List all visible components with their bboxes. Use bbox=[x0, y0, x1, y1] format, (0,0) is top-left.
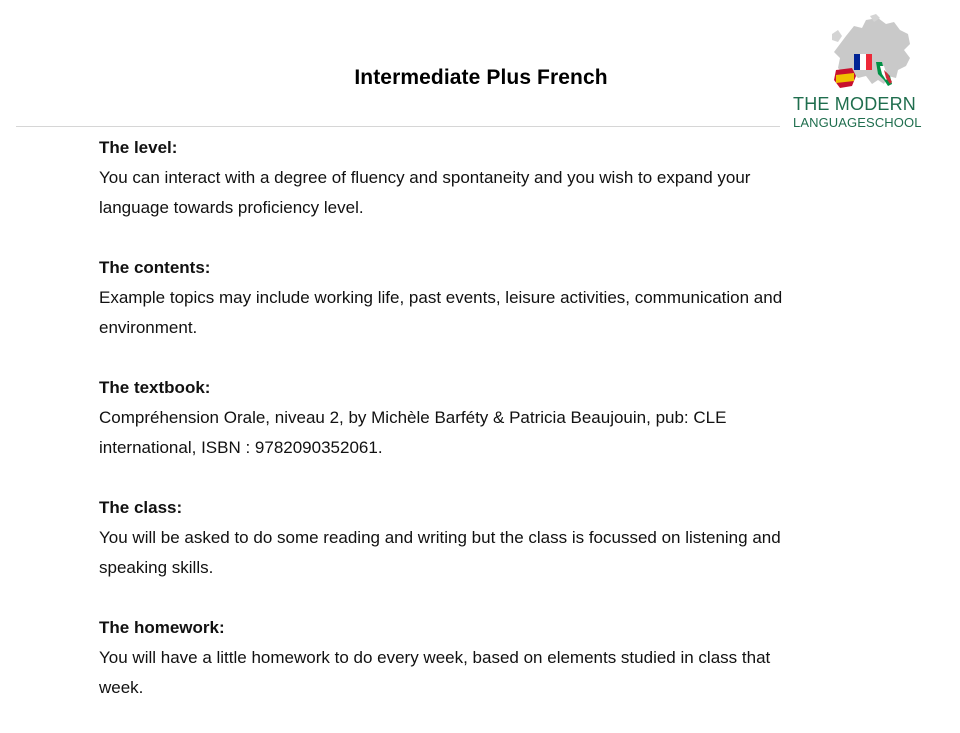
section-textbook bbox=[99, 373, 899, 463]
logo-text-line1: THE MODERN bbox=[793, 94, 916, 114]
section-contents bbox=[99, 253, 899, 343]
section-line: week. bbox=[99, 678, 144, 697]
section-class bbox=[99, 493, 899, 583]
section-heading: The contents: bbox=[99, 258, 211, 277]
section-line: You will be asked to do some reading and writing but the class is focussed on listening and bbox=[99, 528, 781, 547]
section-level bbox=[99, 133, 899, 223]
header-divider bbox=[16, 126, 780, 127]
section-heading: The textbook: bbox=[99, 378, 211, 397]
section-heading: The class: bbox=[99, 498, 183, 517]
page-title: Intermediate Plus French bbox=[354, 66, 608, 89]
section-heading: The level: bbox=[99, 138, 178, 157]
section-line: Example topics may include working life, past events, leisure activities, communication and bbox=[99, 288, 783, 307]
section-line: speaking skills. bbox=[99, 558, 214, 577]
section-line: You can interact with a degree of fluency and spontaneity and you wish to expand your bbox=[99, 168, 751, 187]
course-description bbox=[99, 133, 899, 733]
section-line: You will have a little homework to do every week, based on elements studied in class that bbox=[99, 648, 771, 667]
school-logo bbox=[786, 14, 956, 132]
logo-text-line2: LANGUAGESCHOOL bbox=[793, 115, 922, 130]
section-homework bbox=[99, 613, 899, 703]
europe-map-icon bbox=[826, 14, 916, 94]
section-heading: The homework: bbox=[99, 618, 225, 637]
section-line: environment. bbox=[99, 318, 198, 337]
section-line: international, ISBN : 9782090352061. bbox=[99, 438, 383, 457]
section-line: Compréhension Orale, niveau 2, by Michèle Barféty & Patricia Beaujouin, pub: CLE bbox=[99, 408, 727, 427]
section-line: language towards proficiency level. bbox=[99, 198, 364, 217]
